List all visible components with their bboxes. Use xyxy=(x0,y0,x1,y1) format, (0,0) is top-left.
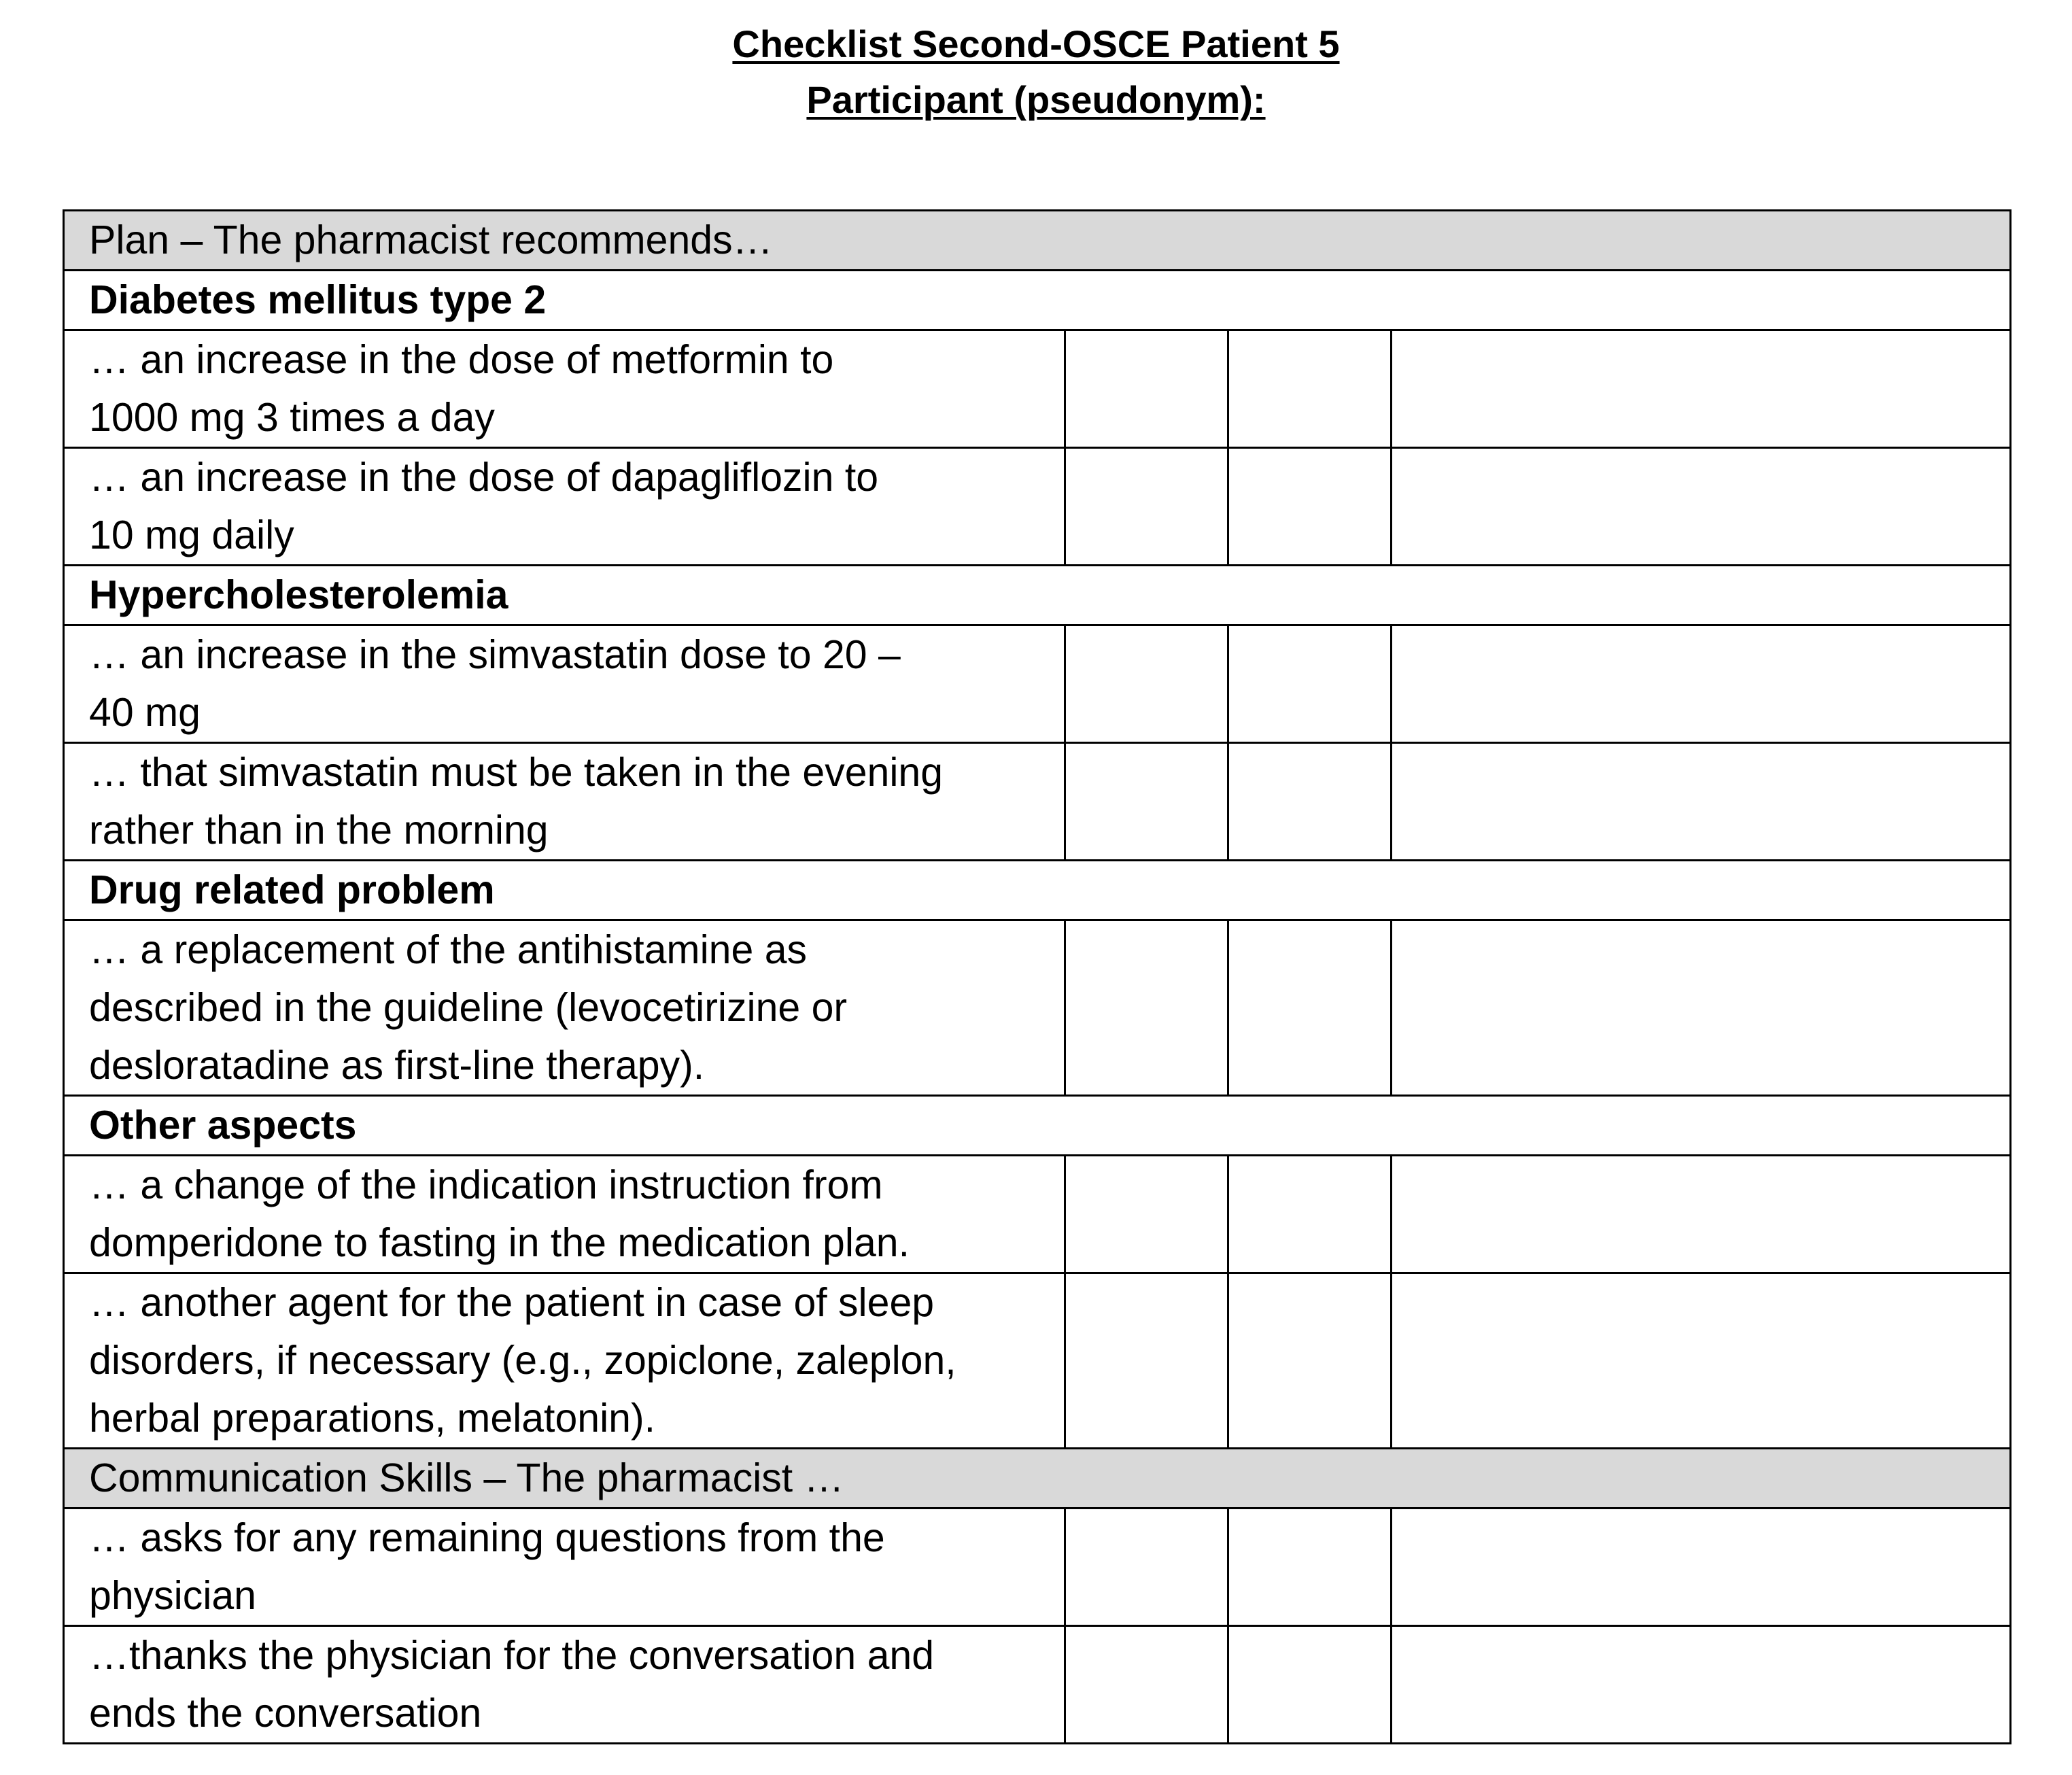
cell-text-line: disorders, if necessary (e.g., zopiclone, zaleplon, xyxy=(89,1338,956,1383)
checklist-item-row xyxy=(64,1273,2011,1449)
checkbox-cell-1 xyxy=(1065,743,1228,861)
checkbox-cell-1 xyxy=(1065,448,1228,566)
cell-text-line: … an increase in the dose of metformin to xyxy=(89,337,834,382)
cell-text-line: …thanks the physician for the conversation and xyxy=(89,1633,935,1678)
checklist-body xyxy=(64,211,2011,1744)
comment-cell xyxy=(1392,625,2011,743)
checkbox-cell-2 xyxy=(1228,743,1392,861)
cell-text-line: Plan – The pharmacist recommends… xyxy=(89,218,773,262)
checkbox-cell-1 xyxy=(1065,1273,1228,1449)
cell-text-line: 1000 mg 3 times a day xyxy=(89,395,495,440)
comment-cell xyxy=(1392,1626,2011,1744)
checkbox-cell-1 xyxy=(1065,1509,1228,1626)
cell-text-line: … an increase in the simvastatin dose to 20 – xyxy=(89,632,901,677)
subheading-row xyxy=(64,566,2011,625)
cell-text-line: ends the conversation xyxy=(89,1691,482,1736)
checklist-item-text xyxy=(64,330,1065,448)
checklist-item-row xyxy=(64,1156,2011,1273)
checklist-item-text xyxy=(64,448,1065,566)
section-header-row xyxy=(64,1449,2011,1509)
cell-text-line: Hypercholesterolemia xyxy=(89,572,508,617)
cell-text-line: Diabetes mellitus type 2 xyxy=(89,277,547,322)
section-header-cell xyxy=(64,211,2011,271)
cell-text-line: rather than in the morning xyxy=(89,808,549,852)
checkbox-cell-2 xyxy=(1228,330,1392,448)
comment-cell xyxy=(1392,1156,2011,1273)
checklist-item-row xyxy=(64,1626,2011,1744)
cell-text-line: described in the guideline (levocetirizine or xyxy=(89,985,848,1030)
title-line-1: Checklist Second-OSCE Patient 5 xyxy=(732,22,1340,65)
comment-cell xyxy=(1392,1273,2011,1449)
cell-text-line: Drug related problem xyxy=(89,867,495,912)
checklist-item-row xyxy=(64,625,2011,743)
cell-text-line: … asks for any remaining questions from the xyxy=(89,1515,885,1560)
checklist-item-text xyxy=(64,1273,1065,1449)
subheading-cell xyxy=(64,861,2011,920)
checkbox-cell-1 xyxy=(1065,1626,1228,1744)
checkbox-cell-2 xyxy=(1228,1509,1392,1626)
comment-cell xyxy=(1392,920,2011,1096)
subheading-row xyxy=(64,271,2011,330)
checklist-item-row xyxy=(64,448,2011,566)
checklist-item-text xyxy=(64,743,1065,861)
subheading-row xyxy=(64,1096,2011,1156)
checkbox-cell-2 xyxy=(1228,920,1392,1096)
subheading-cell xyxy=(64,271,2011,330)
checklist-item-row xyxy=(64,1509,2011,1626)
cell-text-line: … an increase in the dose of dapagliflozin to xyxy=(89,455,879,500)
comment-cell xyxy=(1392,743,2011,861)
document-header xyxy=(0,16,2072,128)
checklist-item-row xyxy=(64,920,2011,1096)
checkbox-cell-1 xyxy=(1065,920,1228,1096)
cell-text-line: physician xyxy=(89,1573,256,1618)
checkbox-cell-1 xyxy=(1065,330,1228,448)
checkbox-cell-2 xyxy=(1228,625,1392,743)
comment-cell xyxy=(1392,1509,2011,1626)
checklist-item-text xyxy=(64,1509,1065,1626)
cell-text-line: desloratadine as first-line therapy). xyxy=(89,1043,705,1088)
cell-text-line: … another agent for the patient in case of sleep xyxy=(89,1280,935,1325)
subheading-row xyxy=(64,861,2011,920)
subheading-cell xyxy=(64,566,2011,625)
checklist-item-row xyxy=(64,330,2011,448)
cell-text-line: … a change of the indication instruction from xyxy=(89,1162,883,1207)
checklist-item-text xyxy=(64,1156,1065,1273)
cell-text-line: … a replacement of the antihistamine as xyxy=(89,927,808,972)
cell-text-line: herbal preparations, melatonin). xyxy=(89,1396,656,1441)
cell-text-line: 40 mg xyxy=(89,690,201,735)
section-header-row xyxy=(64,211,2011,271)
section-header-cell xyxy=(64,1449,2011,1509)
cell-text-line: 10 mg daily xyxy=(89,513,294,557)
checkbox-cell-2 xyxy=(1228,1626,1392,1744)
subheading-cell xyxy=(64,1096,2011,1156)
checklist-item-row xyxy=(64,743,2011,861)
comment-cell xyxy=(1392,448,2011,566)
cell-text-line: domperidone to fasting in the medication plan. xyxy=(89,1220,910,1265)
checkbox-cell-2 xyxy=(1228,1156,1392,1273)
checkbox-cell-2 xyxy=(1228,448,1392,566)
checkbox-cell-2 xyxy=(1228,1273,1392,1449)
cell-text-line: Other aspects xyxy=(89,1103,357,1148)
checkbox-cell-1 xyxy=(1065,1156,1228,1273)
checklist-item-text xyxy=(64,1626,1065,1744)
checklist-item-text xyxy=(64,625,1065,743)
cell-text-line: Communication Skills – The pharmacist … xyxy=(89,1455,844,1500)
cell-text-line: … that simvastatin must be taken in the evening xyxy=(89,750,944,795)
comment-cell xyxy=(1392,330,2011,448)
checklist-item-text xyxy=(64,920,1065,1096)
checkbox-cell-1 xyxy=(1065,625,1228,743)
checklist-table xyxy=(63,209,2011,1744)
title-line-2: Participant (pseudonym): xyxy=(806,78,1266,121)
